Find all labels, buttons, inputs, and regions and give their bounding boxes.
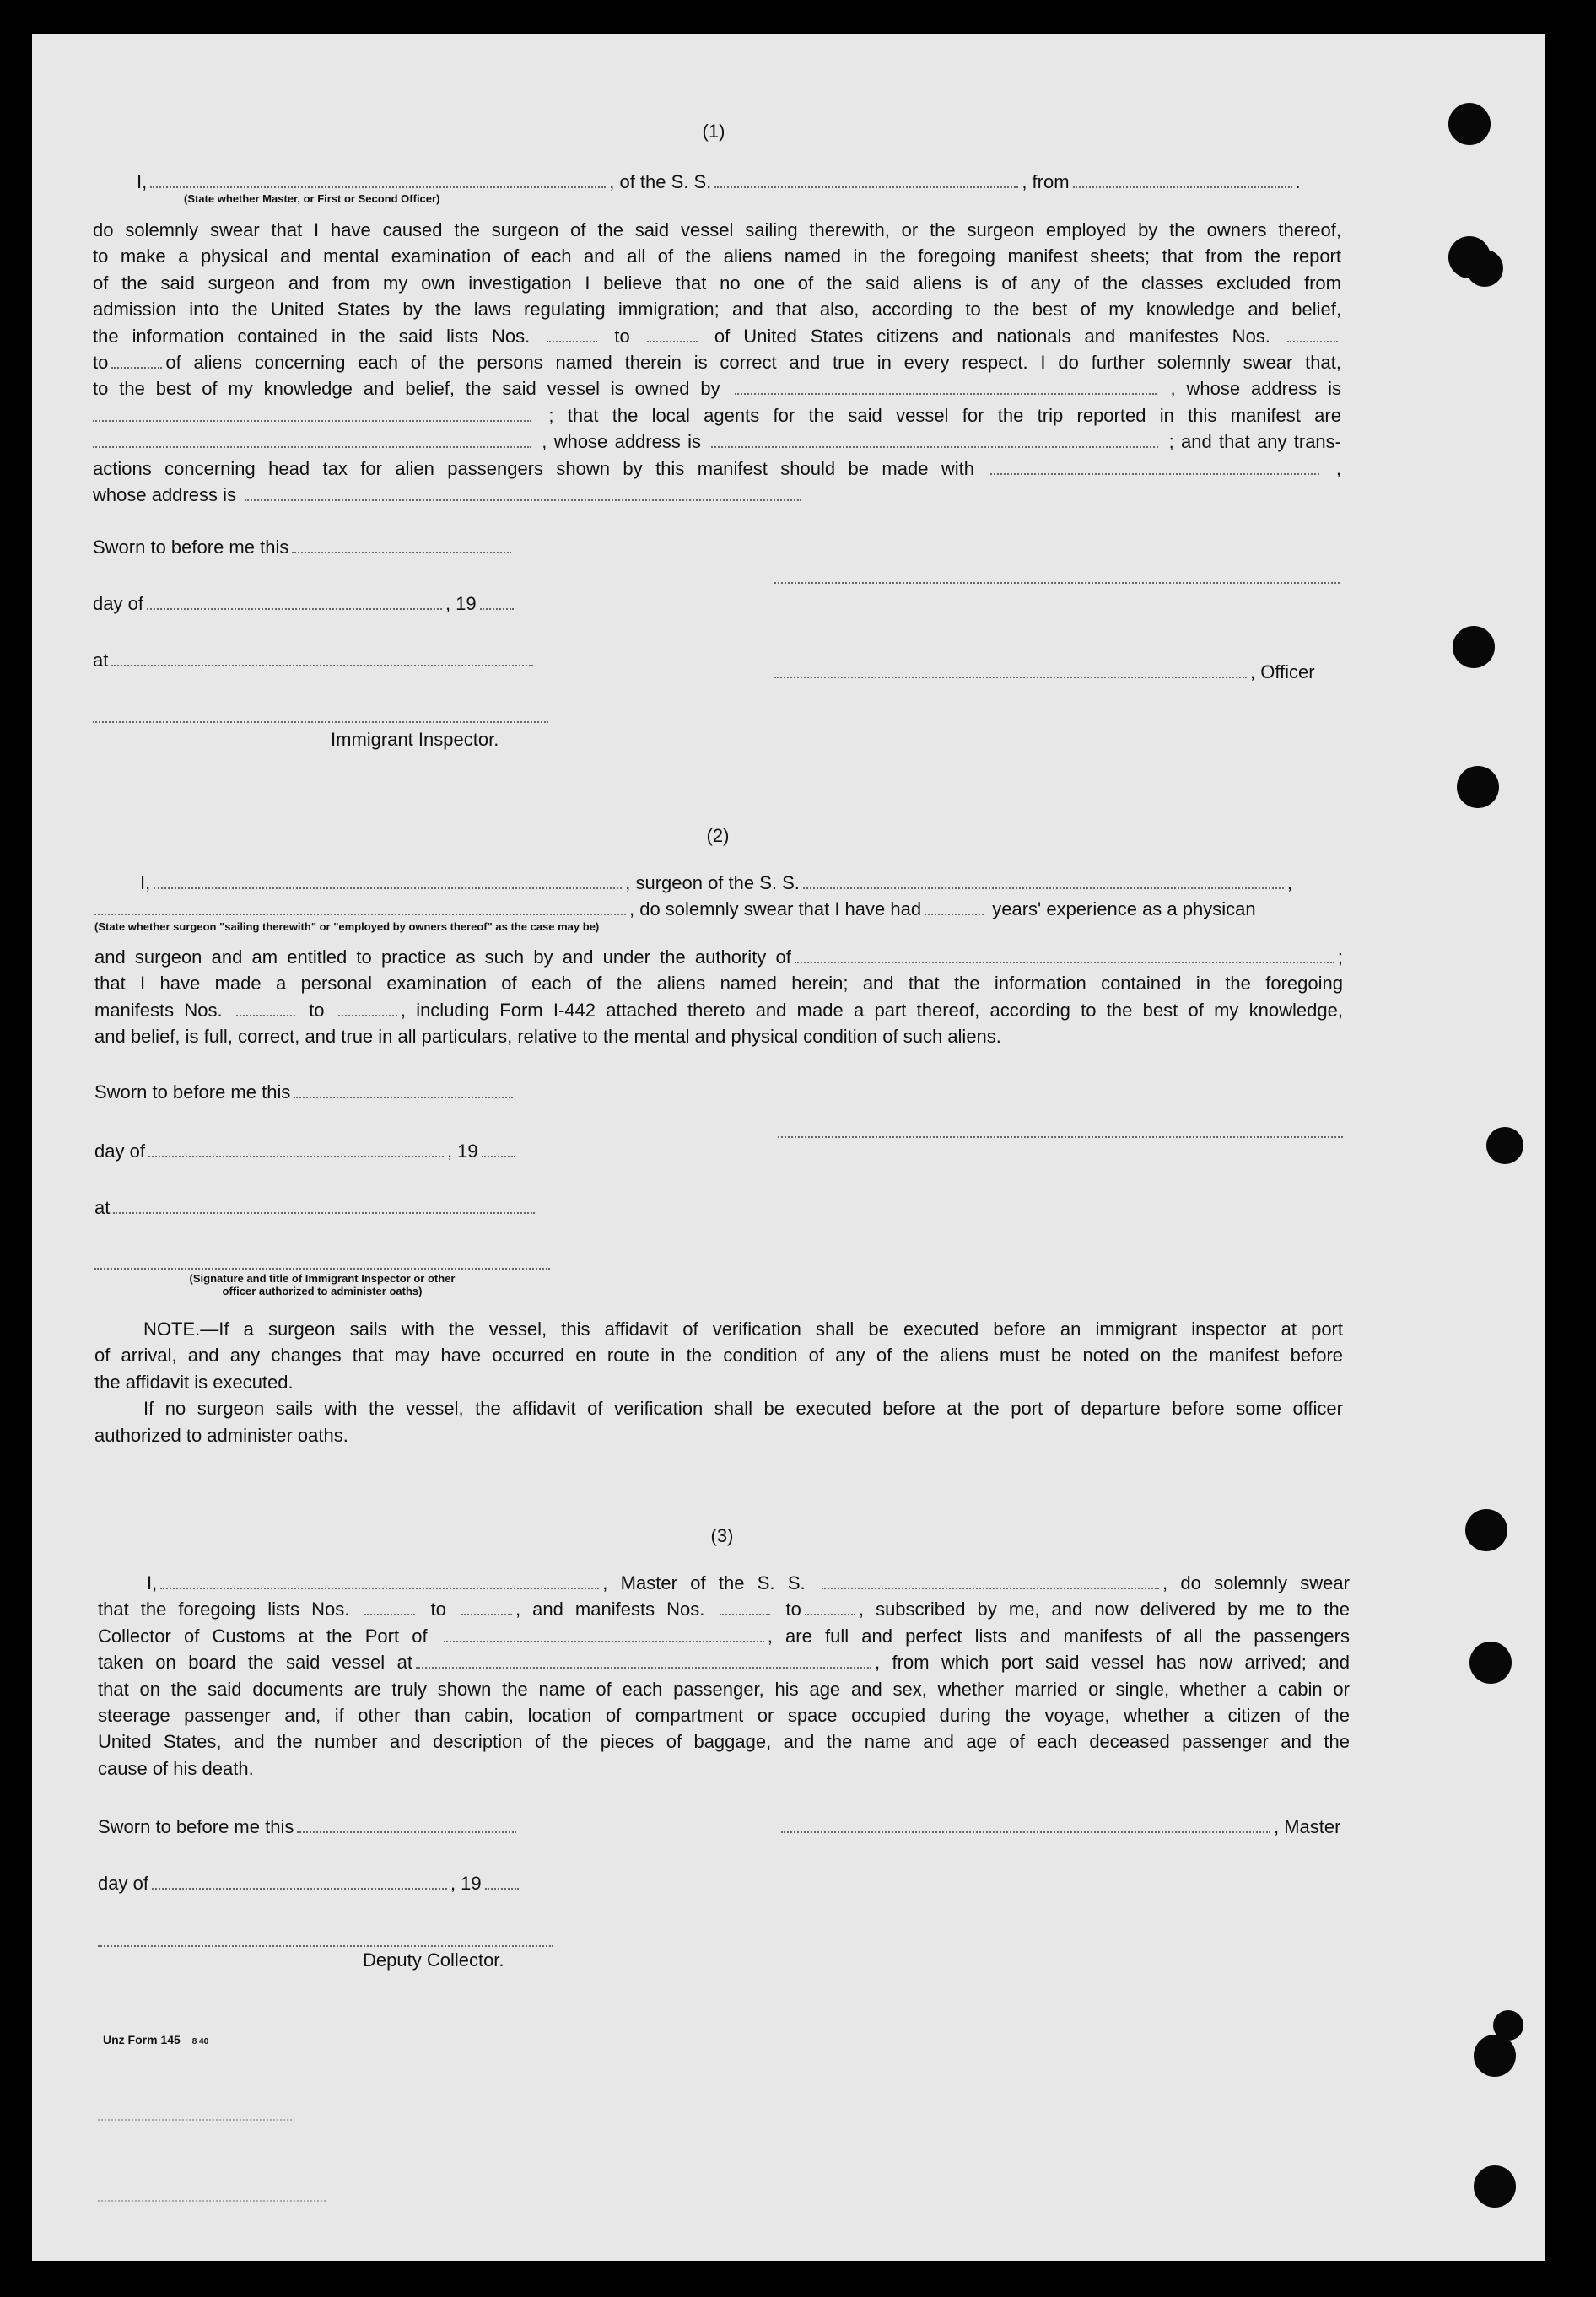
section-3-body (98, 1570, 1350, 1782)
label: actions concerning head tax for alien passengers shown by this manifest should be made with (93, 457, 975, 479)
officer-row (774, 659, 1315, 685)
label: , (1335, 457, 1341, 479)
label: I, (147, 1572, 158, 1593)
officer-signature-field[interactable] (774, 661, 1247, 678)
section-1-body (93, 217, 1341, 508)
manifests-from-field[interactable] (720, 1599, 770, 1615)
agents-address-field[interactable] (711, 431, 1158, 448)
label: , of the S. S. (609, 171, 712, 192)
sworn-date-field[interactable] (292, 537, 511, 553)
agents-field[interactable] (93, 431, 531, 448)
label: , do solemnly swear (1162, 1572, 1350, 1593)
body-line: that I have made a personal examination of each of the aliens named herein; and that the information contained in the foregoing (94, 973, 1343, 995)
label: Sworn to before me this (93, 537, 289, 558)
note-line: If no surgeon sails with the vessel, the affidavit of verification shall be executed before at the port of departure before some officer (143, 1398, 1343, 1420)
sworn-row (93, 534, 515, 560)
body-line: to make a physical and mental examination of each and all of the aliens named in the foregoing manifest sheets; that from the report (93, 245, 1341, 267)
label: to (309, 999, 325, 1021)
section-2-first-line (140, 870, 1292, 896)
label: to (614, 325, 630, 347)
label: , (1286, 872, 1293, 893)
port-field[interactable] (444, 1626, 764, 1642)
manifest-no-field[interactable] (1287, 326, 1338, 342)
label: I, (137, 171, 148, 192)
list-to-field[interactable] (647, 326, 698, 342)
officer-name-field[interactable] (150, 171, 606, 188)
label: to (430, 1599, 446, 1620)
day-row (94, 1138, 519, 1164)
body-line-to (93, 349, 1341, 375)
surgeon-note: (State whether surgeon "sailing therewith" or "employed by owners thereof" as the case may be) (94, 920, 600, 933)
at-row (94, 1194, 538, 1221)
boarded-at-field[interactable] (416, 1652, 871, 1669)
label: at (94, 1197, 111, 1218)
body-line-head-tax (93, 456, 1341, 482)
label: , Master (1274, 1816, 1341, 1837)
inspector-signature-line[interactable] (93, 721, 548, 723)
label: , surgeon of the S. S. (625, 872, 800, 893)
sworn-row (94, 1079, 516, 1105)
label: , and manifests Nos. (515, 1599, 705, 1620)
label: day of (93, 593, 143, 614)
label: to (785, 1599, 801, 1620)
body-line-owned (93, 375, 1341, 402)
label: Sworn to before me this (94, 1081, 291, 1103)
label: , from (1022, 171, 1070, 192)
body-line (94, 944, 1343, 970)
at-row (93, 647, 536, 673)
label: that the foregoing lists Nos. (98, 1599, 350, 1620)
body-line: of the said surgeon and from my own investigation I believe that no one of the said aliens is of any of the classes excluded from (93, 272, 1341, 294)
label: , from which port said vessel has now arrived; and (874, 1652, 1350, 1674)
day-field[interactable] (152, 1873, 447, 1890)
form-number (103, 2033, 208, 2046)
year-field[interactable] (485, 1873, 519, 1890)
list-from-field[interactable] (547, 326, 597, 342)
label: the information contained in the said lists Nos. (93, 325, 531, 347)
body-line-agents (93, 402, 1341, 429)
label: at (93, 650, 109, 671)
binder-hole (1453, 626, 1495, 668)
label: years' experience as a physican (992, 898, 1256, 919)
binder-hole (1474, 2165, 1516, 2208)
label: , 19 (445, 593, 477, 614)
label: , subscribed by me, and now delivered by me to the (858, 1599, 1350, 1620)
label: , do solemnly swear that I have had (629, 898, 922, 919)
body-line: cause of his death. (98, 1757, 254, 1779)
label: day of (94, 1140, 145, 1162)
body-line-address (93, 429, 1341, 455)
head-tax-address-field[interactable] (245, 484, 801, 501)
body-line (98, 1649, 1350, 1675)
body-line: steerage passenger and, if other than cabin, location of compartment or space occupied during the voyage, whether a citizen of the (98, 1705, 1350, 1727)
label: of aliens concerning each of the persons named therein is correct and true in every respect. I do further solemnly swear that, (165, 352, 1341, 374)
body-line (98, 1570, 1350, 1596)
inspector-signature-line[interactable] (94, 1268, 550, 1270)
label: , Master of the S. S. (602, 1572, 806, 1593)
manifest-from-field[interactable] (236, 1000, 295, 1016)
surgeon-name-field[interactable] (154, 872, 622, 889)
binder-hole (1486, 1127, 1523, 1164)
note-line: NOTE.—If a surgeon sails with the vessel, this affidavit of verification shall be executed before an immigrant inspector at port (143, 1318, 1343, 1340)
master-signature-field[interactable] (781, 1816, 1270, 1833)
body-line: admission into the United States by the laws regulating immigration; and that also, according to the best of my knowledge and belief, (93, 299, 1341, 321)
body-line-whose (93, 482, 1341, 508)
year-field[interactable] (482, 1140, 515, 1157)
at-field[interactable] (111, 650, 533, 666)
day-row (93, 590, 517, 617)
label: I, (140, 872, 151, 893)
label: ; (1337, 946, 1343, 968)
section-1-number: (1) (702, 121, 725, 142)
manifest-to-field[interactable] (111, 352, 162, 369)
section-3-number: (3) (710, 1525, 734, 1546)
form-code: 8 40 (191, 2037, 209, 2046)
authority-field[interactable] (795, 946, 1334, 963)
sworn-date-field[interactable] (297, 1816, 516, 1833)
master-name-field[interactable] (160, 1572, 599, 1589)
label: taken on board the said vessel at (98, 1652, 412, 1674)
signature-line[interactable] (778, 1136, 1343, 1138)
sworn-date-field[interactable] (294, 1081, 513, 1098)
faint-line (98, 2200, 326, 2202)
body-line: United States, and the number and description of the pieces of baggage, and the name and age of each deceased passenger and the (98, 1731, 1350, 1753)
label: , 19 (446, 1140, 478, 1162)
label: ; and that any trans- (1168, 431, 1341, 453)
form-label: Unz Form 145 (103, 2033, 181, 2046)
note-line: of arrival, and any changes that may have occurred en route in the condition of any of the aliens must be noted on the manifest before (94, 1345, 1343, 1367)
day-row (98, 1870, 522, 1896)
binder-hole (1493, 2010, 1523, 2041)
year-field[interactable] (480, 593, 514, 610)
label: day of (98, 1873, 148, 1894)
note-block (94, 1316, 1343, 1448)
signature-note-line: (Signature and title of Immigrant Inspector or other (189, 1272, 456, 1285)
label: , including Form I-442 attached thereto and made a part thereof, according to the best of my knowledge, (400, 999, 1343, 1021)
manifests-to-field[interactable] (805, 1599, 855, 1615)
surgeon-vessel-field[interactable] (803, 872, 1284, 889)
day-field[interactable] (147, 593, 442, 610)
label: Sworn to before me this (98, 1816, 294, 1837)
label: , Officer (1250, 661, 1315, 682)
body-line (94, 997, 1343, 1023)
owner-address-field[interactable] (93, 405, 531, 422)
binder-hole (1457, 766, 1499, 808)
master-row (781, 1814, 1340, 1840)
binder-hole (1448, 103, 1491, 145)
signature-line[interactable] (774, 582, 1340, 584)
label: manifests Nos. (94, 999, 223, 1021)
label: to the best of my knowledge and belief, the said vessel is owned by (93, 378, 720, 400)
label: , whose address is (542, 431, 702, 453)
binder-hole (1465, 1509, 1507, 1551)
section-2-number: (2) (706, 825, 730, 846)
label: Collector of Customs at the Port of (98, 1625, 428, 1647)
faint-line (98, 2119, 292, 2121)
label: of United States citizens and nationals and manifestes Nos. (714, 325, 1270, 347)
lists-to-field[interactable] (461, 1599, 512, 1615)
body-line: that on the said documents are truly shown the name of each passenger, his age and sex, whether married or single, whether a cabin or (98, 1678, 1350, 1700)
inspector-label: Immigrant Inspector. (331, 729, 499, 750)
body-line-info (93, 323, 1341, 349)
master-vessel-field[interactable] (822, 1572, 1159, 1589)
body-line: do solemnly swear that I have caused the surgeon of the said vessel sailing therewith, or the surgeon employed by the owners thereof, (93, 219, 1341, 240)
signature-note-line: officer authorized to administer oaths) (222, 1285, 423, 1297)
deputy-label: Deputy Collector. (363, 1949, 504, 1971)
owner-field[interactable] (735, 378, 1157, 395)
section-2-second-line (94, 896, 1256, 922)
label: and surgeon and am entitled to practice as such by and under the authority of (94, 946, 791, 968)
from-port-field[interactable] (1073, 171, 1292, 188)
label: , whose address is (1170, 378, 1342, 400)
label: . (1295, 171, 1301, 192)
vessel-name-field[interactable] (714, 171, 1018, 188)
note-line: the affidavit is executed. (94, 1371, 294, 1393)
binder-hole (1469, 1642, 1512, 1684)
label: , 19 (450, 1873, 482, 1894)
body-line (98, 1623, 1350, 1649)
label: ; that the local agents for the said vessel for the trip reported in this manifest are (548, 404, 1341, 426)
head-tax-field[interactable] (990, 458, 1319, 475)
section-1-first-line (137, 169, 1343, 195)
body-line (98, 1596, 1350, 1622)
binder-hole (1474, 2035, 1516, 2077)
surgeon-type-field[interactable] (94, 898, 626, 915)
label: , are full and perfect lists and manifests of all the passengers (767, 1625, 1350, 1647)
sworn-row (98, 1814, 520, 1840)
officer-note: (State whether Master, or First or Second Officer) (184, 192, 440, 205)
lists-from-field[interactable] (364, 1599, 415, 1615)
at-field[interactable] (113, 1197, 535, 1214)
signature-note (94, 1272, 550, 1297)
note-line: authorized to administer oaths. (94, 1424, 348, 1446)
body-line: and belief, is full, correct, and true in all particulars, relative to the mental and physical condition of such aliens. (94, 1026, 1001, 1048)
manifest-to-field[interactable] (338, 1000, 397, 1016)
day-field[interactable] (148, 1140, 444, 1157)
label: to (93, 352, 109, 374)
years-field[interactable] (925, 898, 984, 915)
section-2-body (94, 944, 1343, 1050)
binder-hole (1466, 250, 1503, 287)
label: whose address is (93, 484, 236, 506)
